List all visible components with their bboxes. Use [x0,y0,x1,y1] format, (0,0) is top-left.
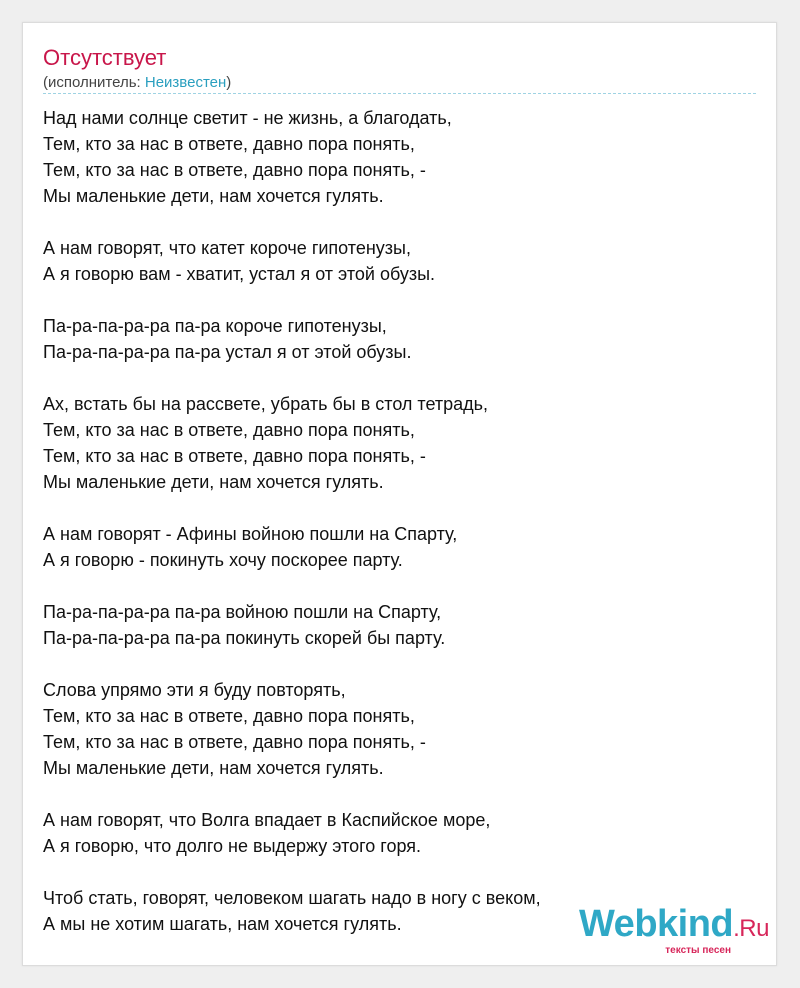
artist-line [43,73,231,93]
song-title: Отсутствует [43,45,167,70]
artist-prefix: (исполнитель: [43,74,145,91]
brand-name: Webkind [579,903,734,945]
lyrics-body [43,105,541,963]
lyrics-stanza [43,677,541,781]
lyrics-line: Па-ра-па-ра-ра па-ра устал я от этой обузы. [43,342,412,362]
lyrics-stanza [43,391,541,495]
lyrics-stanza [43,807,541,859]
lyrics-line: Чтоб стать, говорят, человеком шагать надо в ногу с веком, [43,888,541,908]
lyrics-line: А нам говорят, что Волга впадает в Каспийское море, [43,810,491,830]
lyrics-line: А я говорю вам - хватит, устал я от этой обузы. [43,264,436,284]
lyrics-line: А мы не хотим шагать, нам хочется гулять. [43,914,402,934]
lyrics-line: Па-ра-па-ра-ра па-ра короче гипотенузы, [43,316,387,336]
lyrics-card [22,22,777,966]
lyrics-stanza [43,521,541,573]
brand-wordmark [579,905,769,948]
brand-logo[interactable] [579,905,769,956]
lyrics-line: Па-ра-па-ра-ра па-ра покинуть скорей бы парту. [43,628,446,648]
lyrics-line: Мы маленькие дети, нам хочется гулять. [43,758,384,778]
lyrics-line: Тем, кто за нас в ответе, давно пора понять, - [43,732,426,752]
lyrics-line: Тем, кто за нас в ответе, давно пора понять, [43,706,415,726]
lyrics-stanza [43,885,541,937]
divider [43,93,756,94]
lyrics-line: Тем, кто за нас в ответе, давно пора понять, [43,420,415,440]
lyrics-line: Мы маленькие дети, нам хочется гулять. [43,472,384,492]
lyrics-stanza [43,313,541,365]
lyrics-line: Над нами солнце светит - не жизнь, а благодать, [43,108,452,128]
brand-domain: .Ru [733,915,769,942]
lyrics-line: Тем, кто за нас в ответе, давно пора понять, - [43,160,426,180]
lyrics-line: Мы маленькие дети, нам хочется гулять. [43,186,384,206]
lyrics-stanza [43,105,541,209]
artist-suffix: ) [226,74,232,91]
lyrics-line: А я говорю, что долго не выдержу этого горя. [43,836,422,856]
lyrics-line: А нам говорят - Афины войною пошли на Спарту, [43,524,458,544]
lyrics-stanza [43,235,541,287]
lyrics-line: Па-ра-па-ра-ра па-ра войною пошли на Спарту, [43,602,442,622]
lyrics-line: Тем, кто за нас в ответе, давно пора понять, [43,134,415,154]
lyrics-line: Тем, кто за нас в ответе, давно пора понять, - [43,446,426,466]
lyrics-line: А я говорю - покинуть хочу поскорее парту. [43,550,403,570]
lyrics-line: Слова упрямо эти я буду повторять, [43,680,346,700]
lyrics-stanza [43,599,541,651]
lyrics-line: Ах, встать бы на рассвете, убрать бы в стол тетрадь, [43,394,489,414]
artist-link[interactable]: Неизвестен [144,74,227,91]
lyrics-line: А нам говорят, что катет короче гипотенузы, [43,238,411,258]
brand-tagline: тексты песен [665,945,731,956]
